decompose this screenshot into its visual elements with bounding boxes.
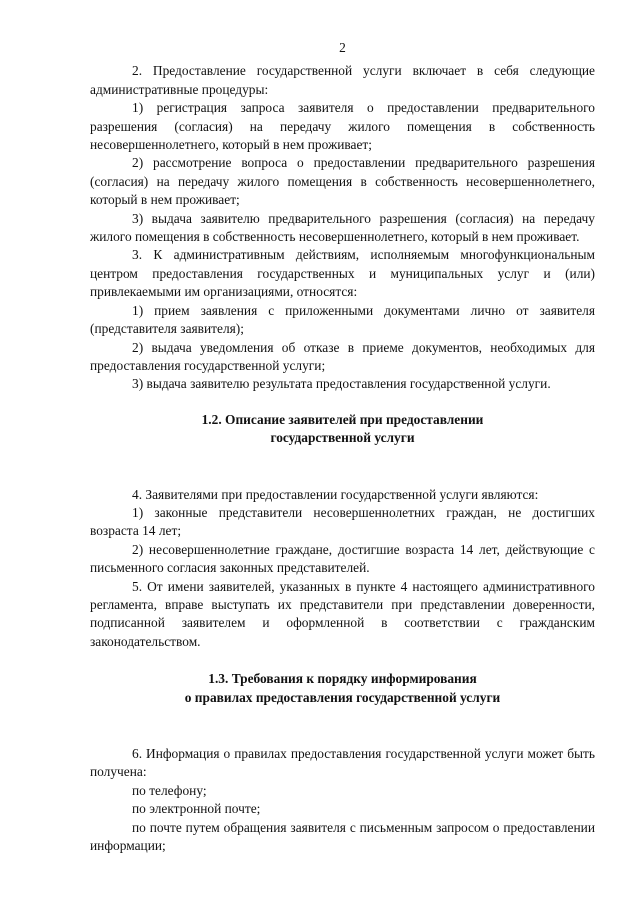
- paragraph-procedures: 2. Предоставление государственной услуги включает в себя следующие административные процедуры:: [90, 63, 595, 97]
- paragraph-information: 6. Информация о правилах предоставления государственной услуги может быть получена:: [90, 746, 595, 780]
- section-title-line: 1.3. Требования к порядку информирования: [208, 671, 477, 687]
- paragraph-mfc-actions: 3. К административным действиям, исполняемым многофункциональным центром предоставления государственных и муниципальных услуг и (или) привлекаемыми им организациями, относятся:: [90, 247, 595, 300]
- paragraph-by-mail: по почте путем обращения заявителя с письменным запросом о предоставлении информации;: [90, 819, 595, 854]
- page-number: 2: [339, 40, 346, 55]
- paragraph-by-phone: по телефону;: [132, 782, 207, 798]
- paragraph-procedure-1: 1) регистрация запроса заявителя о предоставлении предварительного разрешения (согласия) на передачу жилого помещения в собственность несовершеннолетнего, который в нем проживает;: [90, 100, 595, 153]
- paragraph-mfc-action-3: 3) выдача заявителю результата предоставления государственной услуги.: [132, 376, 551, 392]
- section-title-line: о правилах предоставления государственной услуги: [184, 689, 501, 705]
- paragraph-mfc-action-1: 1) прием заявления с приложенными документами лично от заявителя (представителя заявителя);: [90, 302, 595, 337]
- intro-section: [90, 62, 595, 393]
- paragraph-procedure-2: 2) рассмотрение вопроса о предоставлении предварительного разрешения (согласия) на передачу жилого помещения в собственность несовершеннолетнего, который в нем проживает;: [90, 155, 595, 208]
- paragraph-mfc-action-2: 2) выдача уведомления об отказе в приеме документов, необходимых для предоставления государственной услуги;: [90, 339, 595, 373]
- section-heading-1-2: [90, 411, 595, 448]
- section-heading-1-3: [90, 670, 595, 707]
- paragraph-procedure-3: 3) выдача заявителю предварительного разрешения (согласия) на передачу жилого помещения в собственность несовершеннолетнего, который в нем проживает.: [90, 210, 595, 245]
- paragraph-applicant-1: 1) законные представители несовершеннолетних граждан, не достигших возраста 14 лет;: [90, 504, 595, 539]
- section-title-line: 1.2. Описание заявителей при предоставлении: [201, 411, 484, 427]
- paragraph-by-email: по электронной почте;: [132, 801, 261, 817]
- section-title-line: государственной услуги: [270, 430, 415, 446]
- paragraph-applicant-2: 2) несовершеннолетние граждане, достигшие возраста 14 лет, действующие с письменного согласия законных представителей.: [90, 541, 595, 576]
- paragraph-representatives: 5. От имени заявителей, указанных в пункте 4 настоящего административного регламента, вправе выступать их представители при представлении доверенности, подписанной заявителем и оформленной в соответствии с гражданским законодательством.: [90, 578, 595, 649]
- section-1-3-body: [90, 745, 595, 855]
- section-1-2-body: [90, 486, 595, 652]
- paragraph-applicants: 4. Заявителями при предоставлении государственной услуги являются:: [132, 486, 539, 502]
